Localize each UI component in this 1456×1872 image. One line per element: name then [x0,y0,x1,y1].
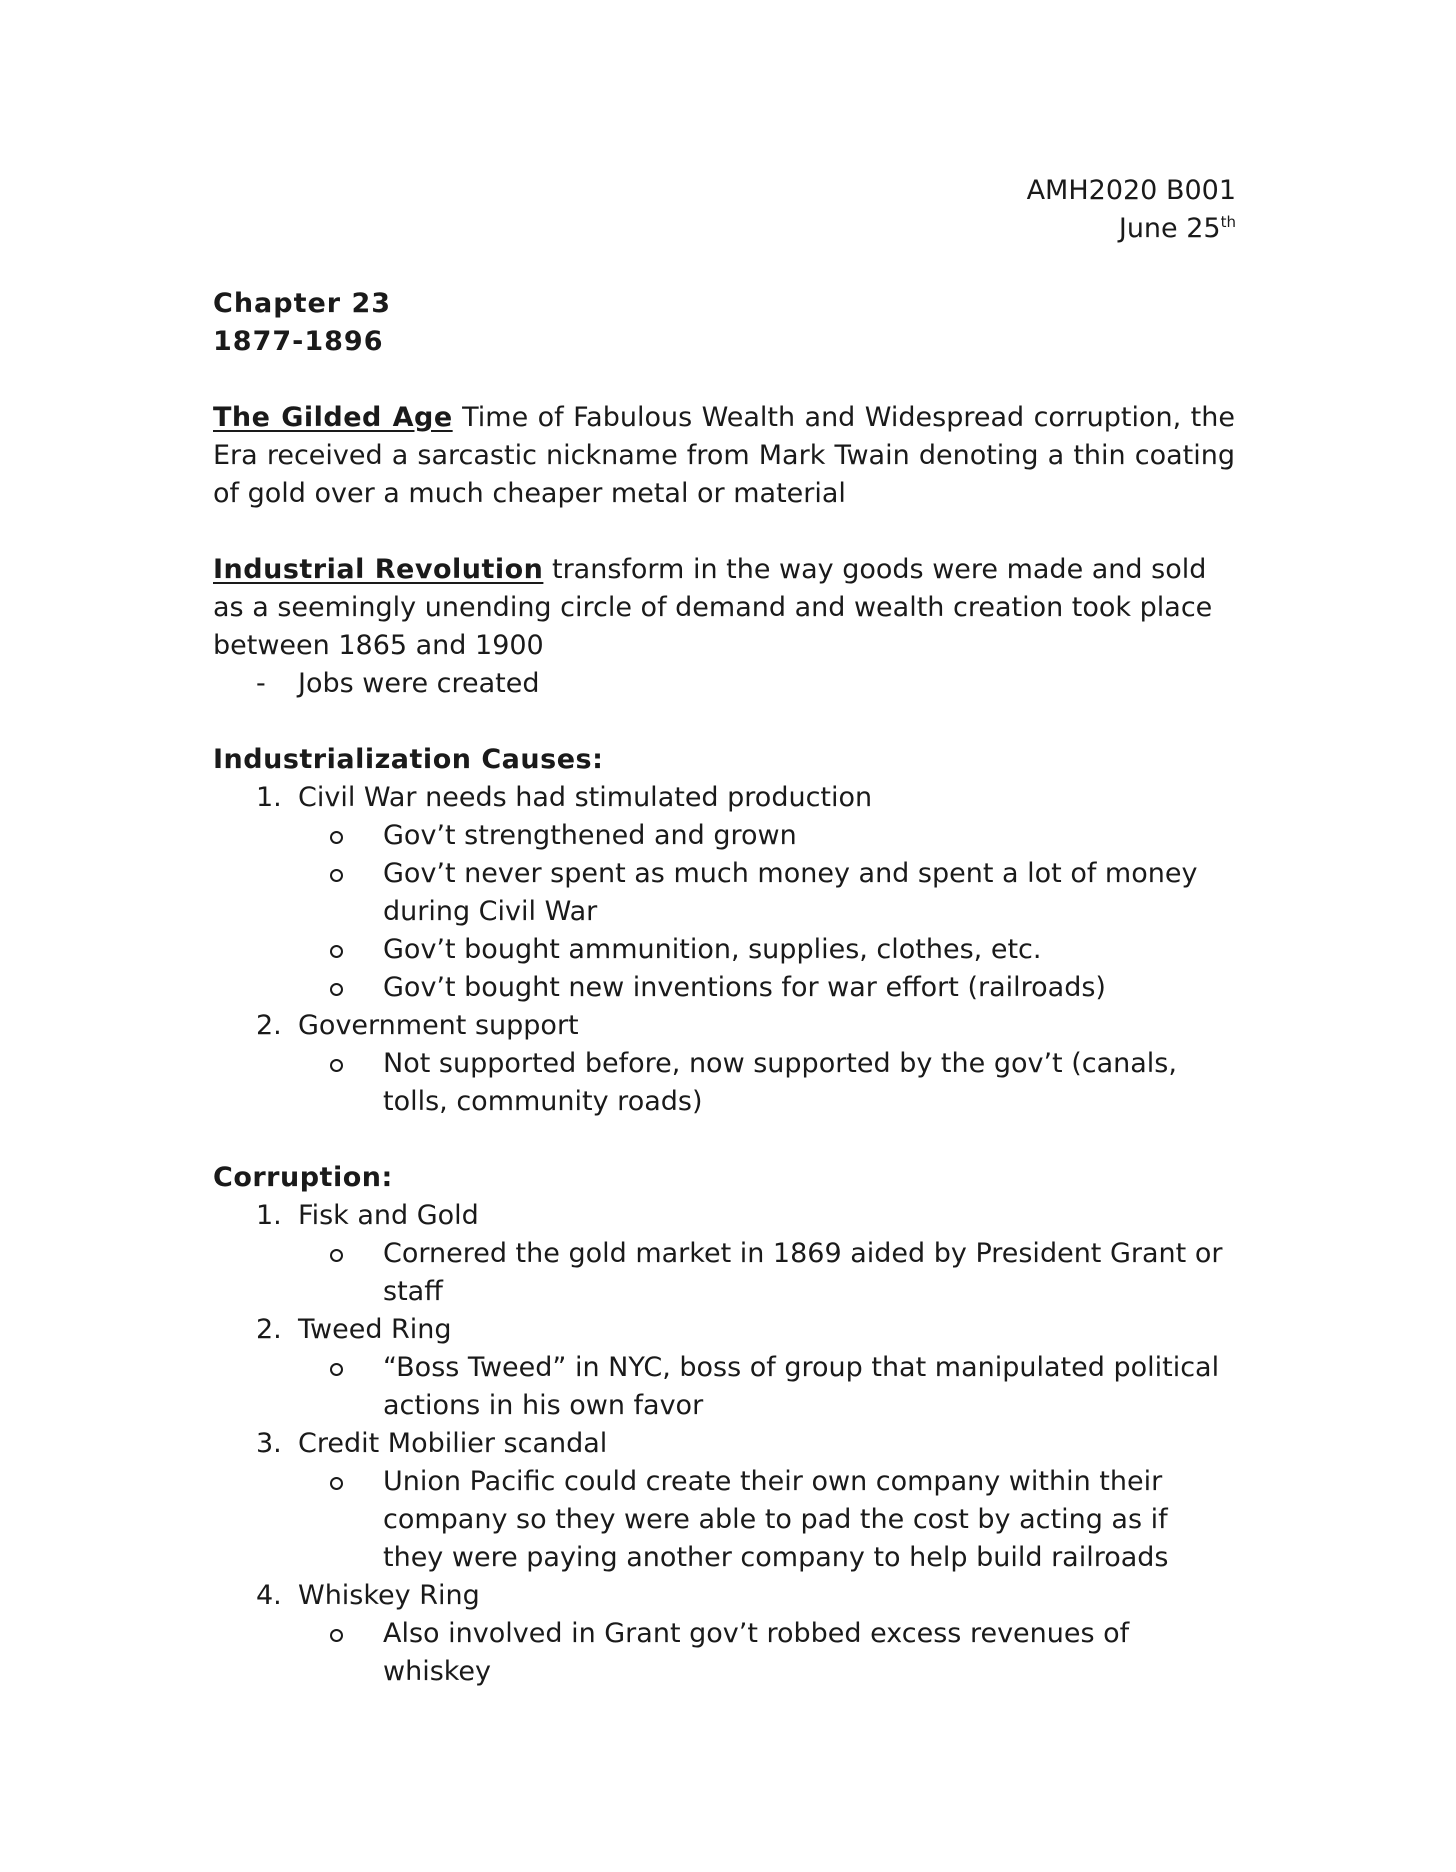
term-definition: transform in the way goods were made and sold as a seemingly unending circle of demand and wealth creation took place between 1865 and 1900 [213,554,1213,661]
sub-list-item [298,931,1235,969]
sub-list-item [298,1463,1235,1577]
lecture-date [1027,210,1236,248]
sub-list-item [298,1045,1235,1121]
list-number: 2. [256,1314,282,1345]
date-suffix: th [1220,213,1236,231]
list-item [213,665,1235,703]
list-item [213,1577,1235,1691]
list-item-text: Government support [298,1010,579,1041]
list-item [213,1197,1235,1311]
list-number: 3. [256,1428,282,1459]
date-text: June 25 [1118,213,1221,244]
list-item-text: Fisk and Gold [298,1200,479,1231]
sub-list-item [298,1349,1235,1425]
circle-bullet-icon [330,1059,343,1072]
numbered-list [213,1197,1235,1691]
sub-list-item-text: Also involved in Grant gov’t robbed excess revenues of whiskey [383,1618,1130,1687]
course-header [1027,172,1236,248]
sub-list-item [298,1615,1235,1691]
list-item-text: Whiskey Ring [298,1580,480,1611]
section-heading: Corruption: [213,1162,393,1193]
list-item [213,1007,1235,1121]
term-name: The Gilded Age [213,402,453,433]
circle-bullet-icon [330,869,343,882]
sub-list-item-text: Gov’t never spent as much money and spent a lot of money during Civil War [383,858,1198,927]
section-heading: Industrialization Causes: [213,744,604,775]
sub-list-item-text: Gov’t strengthened and grown [383,820,797,851]
chapter-title: Chapter 23 [213,288,392,319]
list-number: 4. [256,1580,282,1611]
circle-bullet-icon [330,945,343,958]
list-item-text: Civil War needs had stimulated production [298,782,873,813]
circle-bullet-icon [330,1363,343,1376]
circle-bullet-icon [330,1249,343,1262]
dash-marker: - [256,668,266,699]
sub-list-item-text: Gov’t bought new inventions for war effort (railroads) [383,972,1106,1003]
list-item-text: Tweed Ring [298,1314,452,1345]
term-industrial-revolution [213,551,1235,665]
sub-list-item [298,855,1235,931]
term-definition: Time of Fabulous Wealth and Widespread corruption, the Era received a sarcastic nickname from Mark Twain denoting a thin coating of gold over a much cheaper metal or material [213,402,1235,509]
circle-bullet-icon [330,983,343,996]
list-item-text: Credit Mobilier scandal [298,1428,608,1459]
list-number: 1. [256,1200,282,1231]
sections-container [213,741,1235,1691]
list-item [213,1425,1235,1577]
sub-list-item-text: Gov’t bought ammunition, supplies, clothes, etc. [383,934,1042,965]
list-item [213,1311,1235,1425]
sub-list-item-text: Not supported before, now supported by the gov’t (canals, tolls, community roads) [383,1048,1177,1117]
sub-list-item [298,969,1235,1007]
chapter-years: 1877-1896 [213,326,384,357]
circle-bullet-icon [330,1629,343,1642]
list-item [213,779,1235,1007]
term-gilded-age [213,399,1235,513]
chapter-heading [213,285,1235,361]
course-code: AMH2020 B001 [1026,175,1236,206]
list-number: 2. [256,1010,282,1041]
sub-list-item-text: Cornered the gold market in 1869 aided by President Grant or staff [383,1238,1223,1307]
dash-list [213,665,1235,703]
sub-list-item-text: Union Pacific could create their own company within their company so they were able to pad the cost by acting as if they were paying another company to help build railroads [383,1466,1169,1573]
list-number: 1. [256,782,282,813]
notes-body [213,285,1235,1729]
sub-list-item [298,1235,1235,1311]
sub-list-item-text: “Boss Tweed” in NYC, boss of group that manipulated political actions in his own favor [383,1352,1220,1421]
sub-list-item [298,817,1235,855]
circle-bullet-icon [330,1477,343,1490]
numbered-list [213,779,1235,1121]
circle-bullet-icon [330,831,343,844]
term-name: Industrial Revolution [213,554,544,585]
list-item-text: Jobs were created [298,668,540,699]
